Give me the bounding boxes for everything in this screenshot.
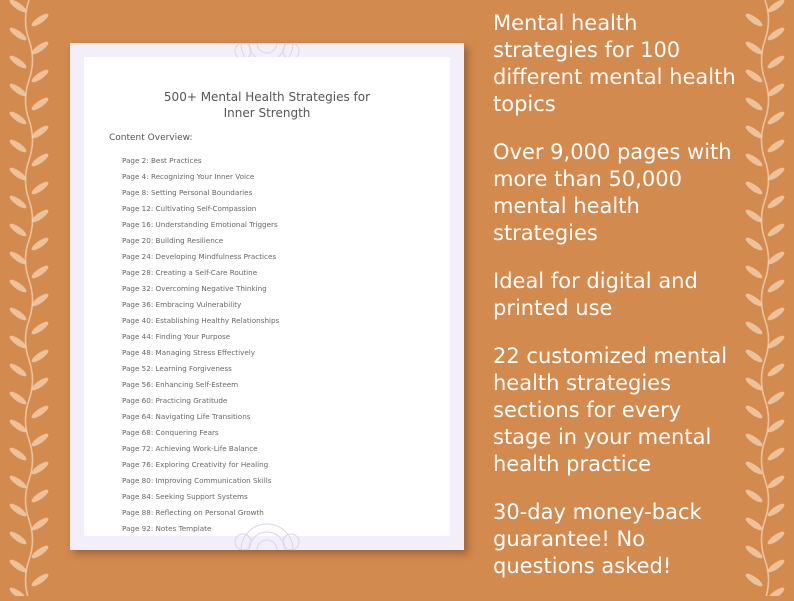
document-title-line-2: Inner Strength [223, 106, 311, 120]
table-of-contents [122, 153, 279, 537]
toc-entry: Page 28: Creating a Self-Care Routine [122, 268, 258, 277]
toc-entry: Page 8: Setting Personal Boundaries [122, 188, 253, 197]
document-title [84, 89, 450, 121]
toc-entry: Page 40: Establishing Healthy Relationships [122, 316, 280, 325]
toc-entry: Page 2: Best Practices [122, 156, 202, 165]
feature-item: 30-day money-back guarantee! No questions asked! [493, 500, 702, 578]
toc-entry: Page 64: Navigating Life Transitions [122, 412, 251, 421]
toc-entry: Page 80: Improving Communication Skills [122, 476, 272, 485]
toc-entry: Page 52: Learning Forgiveness [122, 364, 232, 373]
toc-entry: Page 16: Understanding Emotional Triggers [122, 220, 278, 229]
toc-entry: Page 68: Conquering Fears [122, 428, 219, 437]
feature-item: 22 customized mental health strategies sections for every stage in your mental health practice [493, 344, 728, 476]
feature-item: Ideal for digital and printed use [493, 269, 698, 320]
toc-entry: Page 88: Reflecting on Personal Growth [122, 508, 264, 517]
toc-entry: Page 60: Practicing Gratitude [122, 396, 228, 405]
toc-entry: Page 48: Managing Stress Effectively [122, 348, 256, 357]
toc-entry: Page 20: Building Resilience [122, 236, 224, 245]
document-title-line-1: 500+ Mental Health Strategies for [163, 90, 371, 104]
toc-entry: Page 12: Cultivating Self-Compassion [122, 204, 257, 213]
left-floral-border [0, 0, 58, 596]
toc-entry: Page 76: Exploring Creativity for Healing [122, 460, 269, 469]
document-page [70, 43, 464, 550]
toc-entry: Page 56: Enhancing Self-Esteem [122, 380, 239, 389]
feature-item: Over 9,000 pages with more than 50,000 mental health strategies [493, 140, 732, 245]
toc-entry: Page 44: Finding Your Purpose [122, 332, 231, 341]
toc-entry: Page 4: Recognizing Your Inner Voice [122, 172, 255, 181]
toc-entry: Page 36: Embracing Vulnerability [122, 300, 242, 309]
toc-entry: Page 32: Overcoming Negative Thinking [122, 284, 267, 293]
right-floral-border [736, 0, 794, 596]
mandala-ornament-bottom [207, 522, 327, 550]
feature-item: Mental health strategies for 100 different mental health topics [493, 11, 736, 116]
content-overview-label: Content Overview: [109, 133, 193, 143]
toc-entry: Page 84: Seeking Support Systems [122, 492, 248, 501]
toc-entry: Page 72: Achieving Work-Life Balance [122, 444, 258, 453]
page-content-area [84, 57, 450, 536]
feature-list [493, 10, 743, 601]
toc-entry: Page 24: Developing Mindfulness Practices [122, 252, 277, 261]
toc-entry: Page 92: Notes Template [122, 524, 212, 533]
